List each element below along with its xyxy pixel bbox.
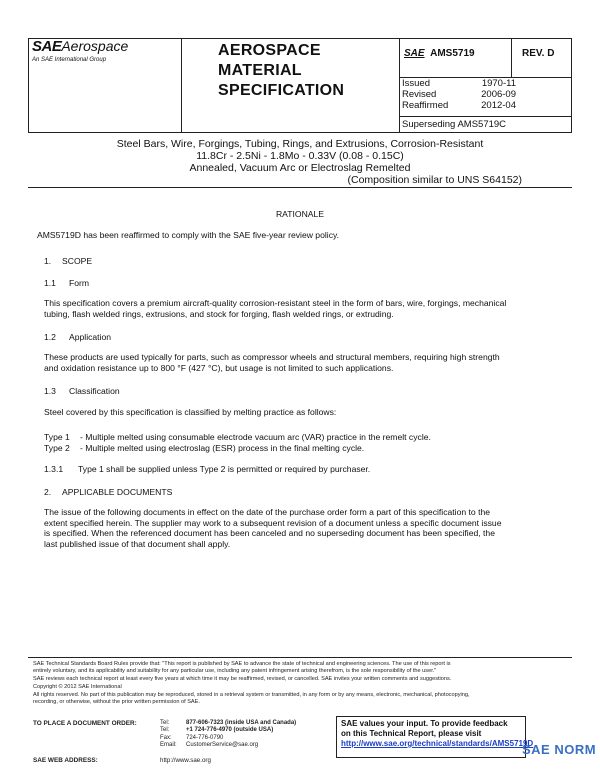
header-divider (181, 39, 182, 132)
paragraph: Steel covered by this specification is classified by melting practice as follows: (44, 407, 337, 417)
document-type-line: AEROSPACE (218, 42, 321, 59)
section-heading: Form (69, 278, 90, 288)
footer-line: entirely voluntary, and its applicability and suitability for any particular use, including any patent infringement arising therefrom, is the sole responsibility of the user." (33, 668, 437, 674)
reaffirmed-value: 2012-04 (481, 100, 516, 111)
feedback-box (336, 716, 534, 758)
title-line: (Composition similar to UNS S64152) (347, 174, 522, 186)
document-number-value: AMS5719 (430, 48, 475, 59)
footer-line: SAE Technical Standards Board Rules provide that: "This report is published by SAE to advance the state of technical and engineering sciences. The use of this report is (33, 661, 451, 667)
footer-line: All rights reserved. No part of this publication may be reproduced, stored in a retrieval system or transmitted, in any form or by any means, electronic, mechanical, photocopying, (33, 692, 470, 698)
logo-subtitle: An SAE International Group (32, 57, 107, 63)
issued-label: Issued (402, 78, 430, 89)
section-number: 1.1 (44, 278, 56, 288)
small-sae-logo: SAE (404, 48, 425, 59)
document-type-line: SPECIFICATION (218, 82, 345, 99)
order-contact (160, 720, 296, 749)
type-label: Type 2 (44, 443, 70, 453)
paragraph (44, 352, 584, 373)
contact-label: Tel: (160, 720, 170, 726)
logo-aerospace-text: Aerospace (61, 38, 129, 54)
footer-line: SAE reviews each technical report at least every five years at which time it may be reaffirmed, revised, or cancelled. SAE invites your written comments and suggestions. (33, 676, 452, 682)
contact-value: 724-776-0790 (186, 734, 224, 741)
feedback-line: on this Technical Report, please visit (341, 729, 482, 738)
feedback-link[interactable]: http://www.sae.org/technical/standards/AMS5719D (341, 739, 534, 748)
type-description: - Multiple melted using electroslag (ESR) process in the final melting cycle. (80, 443, 365, 453)
paragraph-line: The issue of the following documents in effect on the date of the purchase order form a part of this specification to the (44, 507, 491, 517)
section-number: 1. (44, 256, 52, 266)
rationale-text: AMS5719D has been reaffirmed to comply with the SAE five-year review policy. (37, 230, 340, 240)
revision-label: REV. D (522, 48, 555, 59)
paragraph-line: last published issue of that document shall apply. (44, 538, 231, 549)
footer-line: recording, or otherwise, without the prior written permission of SAE. (33, 699, 200, 705)
section-number: 1.3 (44, 386, 56, 396)
footer-line: Copyright © 2012 SAE International (33, 684, 122, 690)
title-rule (28, 187, 572, 188)
sae-aerospace-logo (32, 38, 128, 56)
section-heading: Classification (69, 386, 120, 396)
section-number: 2. (44, 487, 52, 497)
paragraph-line: and oxidation resistance up to 800 °F (427 °C), but usage is not limited to such applications. (44, 362, 394, 373)
section-number: 1.2 (44, 332, 56, 342)
contact-email-link[interactable]: CustomerService@sae.org (186, 741, 259, 748)
revised-label: Revised (402, 89, 437, 100)
type-description: - Multiple melted using consumable electrode vacuum arc (VAR) practice in the remelt cycle. (80, 432, 431, 442)
web-address-link[interactable]: http://www.sae.org (160, 757, 211, 764)
contact-value: 877-606-7323 (inside USA and Canada) (186, 720, 297, 726)
contact-label: Tel: (160, 727, 170, 734)
sae-norm-watermark: SAE NORM (522, 742, 597, 757)
logo-sae-text: SAE (32, 38, 62, 55)
title-line: 11.8Cr - 2.5Ni - 1.8Mo - 0.33V (0.08 - 0.15C) (196, 150, 404, 162)
footer-rule (28, 657, 572, 658)
paragraph-line: This specification covers a premium aircraft-quality corrosion-resistant steel in the form of bars, wire, forgings, mechanical (44, 298, 507, 308)
header-rule (399, 116, 571, 117)
contact-label: Fax: (160, 734, 172, 741)
revised-value: 2006-09 (481, 89, 516, 100)
section-heading: APPLICABLE DOCUMENTS (62, 487, 173, 497)
type-label: Type 1 (44, 432, 70, 442)
paragraph: Type 1 shall be supplied unless Type 2 is permitted or required by purchaser. (78, 464, 371, 474)
superseding-note: Superseding AMS5719C (402, 119, 507, 130)
feedback-line: SAE values your input. To provide feedback (341, 719, 508, 728)
header-divider (511, 39, 512, 77)
contact-label: Email: (160, 741, 177, 748)
document-type-title (218, 41, 344, 101)
paragraph-line: These products are used typically for parts, such as compressor wheels and structural members, requiring high strength (44, 352, 500, 362)
section-heading: Application (69, 332, 112, 342)
footer-legal (33, 661, 573, 706)
contact-value: +1 724-776-4970 (outside USA) (186, 727, 274, 734)
rationale-heading: RATIONALE (275, 209, 325, 219)
document-type-line: MATERIAL (218, 62, 302, 79)
paragraph (44, 507, 584, 549)
web-label: SAE WEB ADDRESS: (33, 757, 98, 764)
paragraph-line: tubing, flash welded rings, extrusions, and stock for forging, flash welded rings, or extruding. (44, 308, 394, 319)
title-line: Annealed, Vacuum Arc or Electroslag Remelted (189, 162, 411, 174)
section-heading: SCOPE (62, 256, 93, 266)
paragraph-line: extent specified herein. The supplier may work to a subsequent revision of a document unless a specific document issue (44, 517, 502, 528)
paragraph (44, 298, 584, 319)
document-number (404, 48, 475, 59)
order-label: TO PLACE A DOCUMENT ORDER: (33, 720, 137, 727)
reaffirmed-label: Reaffirmed (402, 100, 449, 111)
issued-value: 1970-11 (481, 78, 516, 89)
specification-title (60, 138, 540, 186)
section-number: 1.3.1 (44, 464, 64, 474)
paragraph-line: is specified. When the referenced document has been canceled and no superseding document has been specified, the (44, 528, 495, 539)
header-divider (399, 39, 400, 132)
title-line: Steel Bars, Wire, Forgings, Tubing, Rings, and Extrusions, Corrosion-Resistant (116, 138, 484, 150)
